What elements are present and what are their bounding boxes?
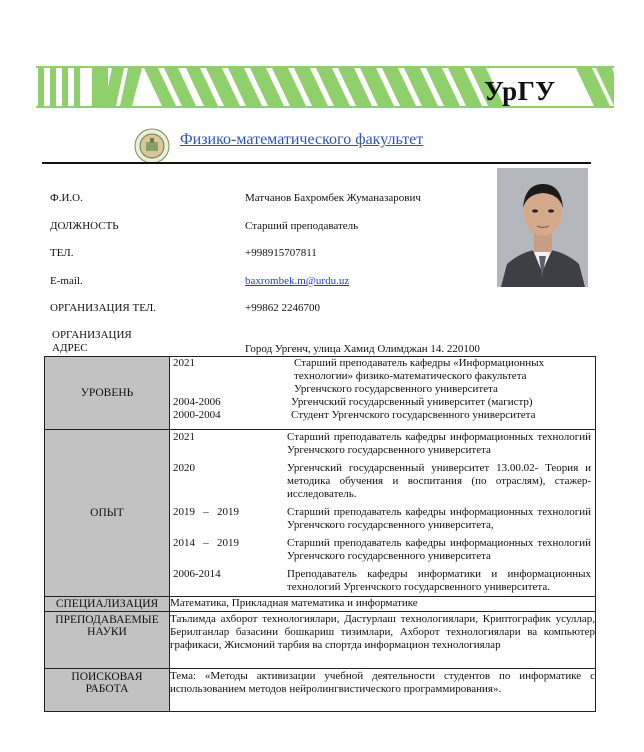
email-link[interactable]: baxrombek.m@urdu.uz	[245, 275, 350, 287]
profile-photo	[497, 168, 588, 287]
phone-value: +998915707811	[245, 247, 317, 259]
faculty-link[interactable]: Физико-математического факультет	[180, 131, 424, 148]
level-entry	[173, 357, 591, 396]
level-text: Ургенчский государсвенный университет (магистр)	[291, 396, 533, 408]
research-header-line: РАБОТА	[85, 683, 129, 695]
experience-year: 2006-2014	[173, 568, 221, 580]
org-phone-value: +99862 2246700	[245, 302, 320, 314]
experience-text: Ургенчский государсвенный университет 13.00.02- Теория и методика обучения и воспитания (по отраслям), стажер-исследователь.	[287, 462, 591, 500]
phone-label: ТЕЛ.	[50, 247, 74, 259]
experience-cell	[170, 430, 596, 597]
level-year: 2004-2006	[173, 396, 221, 408]
experience-text: Старший преподаватель кафедры информационных технологий Ургенчского государсвенного университета,	[287, 506, 591, 531]
experience-text: Старший преподаватель кафедры информационных технологий Ургенчского государсвенного университета	[287, 537, 591, 562]
level-cell	[170, 357, 596, 430]
research-header	[45, 669, 170, 712]
org-address-value: Город Ургенч, улица Хамид Олимджан 14. 220100	[245, 343, 480, 355]
position-value: Старший преподаватель	[245, 220, 359, 232]
experience-entry	[173, 537, 591, 563]
level-row	[45, 357, 596, 430]
org-address-label-line2: АДРЕС	[52, 342, 88, 354]
level-year: 2021	[173, 357, 195, 369]
experience-entry	[173, 462, 591, 501]
level-entry	[173, 409, 591, 422]
level-header: УРОВЕНЬ	[45, 357, 170, 430]
org-phone-label: ОРГАНИЗАЦИЯ ТЕЛ.	[50, 302, 156, 314]
experience-row	[45, 430, 596, 597]
org-address-label-line1: ОРГАНИЗАЦИЯ	[52, 329, 132, 341]
experience-year: 2021	[173, 431, 195, 443]
name-label: Ф.И.О.	[50, 192, 83, 204]
specialization-header: СПЕЦИАЛИЗАЦИЯ	[45, 597, 170, 612]
header-divider	[42, 162, 591, 164]
level-text-line: технологии» физико-математического факультета	[294, 370, 527, 382]
experience-text: Преподаватель кафедры информатики и информационных технологий Ургенчского государсвенного университета.	[287, 568, 591, 593]
experience-entry	[173, 431, 591, 457]
level-text-line: Ургенчского государсвенного университета	[294, 383, 498, 395]
email-label: E-mail.	[50, 275, 83, 287]
faculty-logo-icon	[134, 128, 170, 164]
experience-year: 2014 – 2019	[173, 537, 239, 549]
specialization-value: Математика, Прикладная математика и информатике	[170, 597, 596, 612]
level-text-line: Старший преподаватель кафедры «Информационных	[294, 357, 545, 369]
research-header-line: ПОИСКОВАЯ	[71, 671, 143, 683]
research-value: Тема: «Методы активизации учебной деятельности студентов по информатике с использованием методов нейролингвистического программирования».	[170, 669, 596, 712]
name-value: Матчанов Бахромбек Жуманазарович	[245, 192, 421, 204]
cv-table	[44, 356, 596, 712]
research-row	[45, 669, 596, 712]
specialization-row	[45, 597, 596, 612]
subjects-header-line: НАУКИ	[87, 626, 127, 638]
brand-title: УрГУ	[484, 76, 556, 106]
position-label: ДОЛЖНОСТЬ	[50, 220, 119, 232]
experience-text: Старший преподаватель кафедры информационных технологий Ургенчского государсвенного университета	[287, 431, 591, 456]
subjects-row	[45, 612, 596, 669]
level-year: 2000-2004	[173, 409, 221, 421]
experience-year: 2019 – 2019	[173, 506, 239, 518]
experience-entry	[173, 506, 591, 532]
level-text	[291, 357, 591, 396]
experience-entry	[173, 568, 591, 594]
level-entry	[173, 396, 591, 409]
experience-header: ОПЫТ	[45, 430, 170, 597]
experience-year: 2020	[173, 462, 195, 474]
subjects-header	[45, 612, 170, 669]
level-text: Студент Ургенчского государсвенного университета	[291, 409, 536, 421]
subjects-value: Таълимда ахборот технологиялари, Дастурлаш технологиялари, Криптографик усуллар, Берилганлар базасини бошкариш тизимлари, Ахборот технологиялари ва компьютер графикаси, Жисмоний тарбия ва спортда информацион технологиялар	[170, 612, 596, 669]
subjects-header-line: ПРЕПОДАВАЕМЫЕ	[55, 614, 159, 626]
